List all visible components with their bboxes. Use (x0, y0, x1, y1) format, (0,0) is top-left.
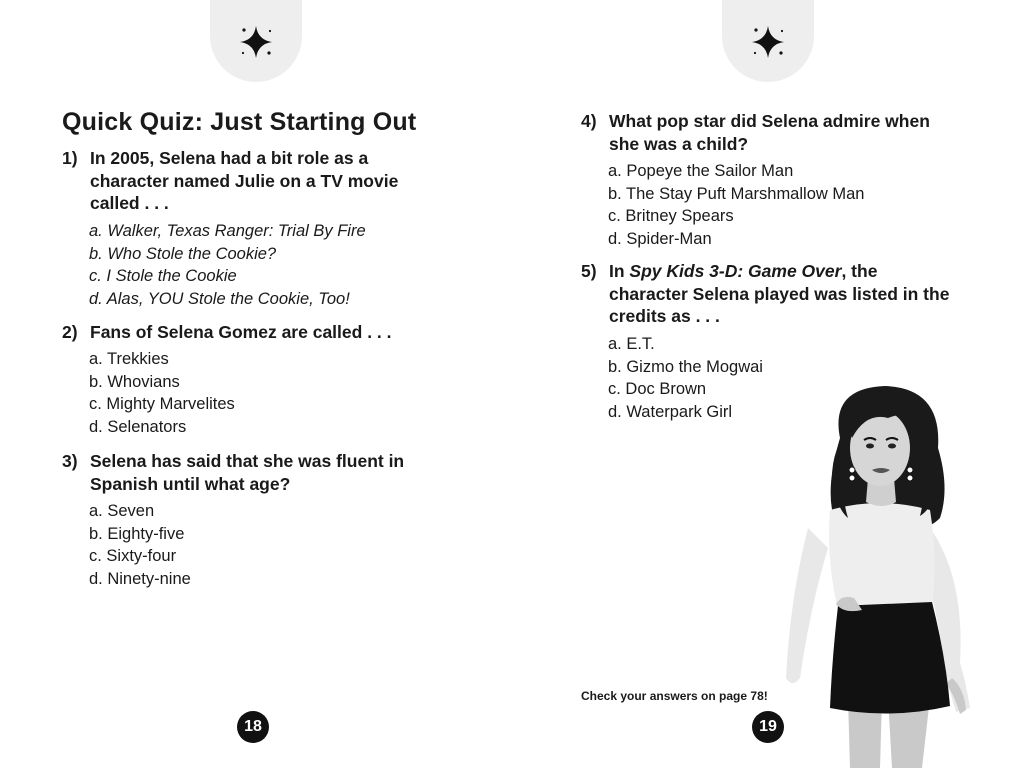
woman-illustration (770, 378, 1000, 768)
question-1-options (89, 220, 366, 311)
quiz-title: Quick Quiz: Just Starting Out (62, 108, 417, 136)
question-5-options (608, 333, 763, 424)
question-text: In 2005, Selena had a bit role as a character named Julie on a TV movie called . . . (90, 148, 399, 213)
option: d. Waterpark Girl (608, 403, 733, 422)
option: a. Trekkies (89, 350, 169, 368)
option: a. Walker, Texas Ranger: Trial By Fire (89, 222, 366, 240)
option: d. Selenators (89, 418, 187, 437)
question-3-options (89, 500, 191, 591)
option: b. Whovians (89, 372, 180, 391)
header-tab (210, 0, 302, 82)
option: c. Mighty Marvelites (89, 395, 235, 414)
page-number: 19 (752, 711, 784, 743)
option: a. Seven (89, 502, 155, 520)
question-text-end: , the character Selena played was listed in the credits as . . . (609, 261, 950, 326)
header-tab (722, 0, 814, 82)
option: b. Gizmo the Mogwai (608, 357, 763, 376)
option: c. Doc Brown (608, 380, 707, 399)
sparkle-icon (748, 22, 788, 62)
option: d. Alas, YOU Stole the Cookie, Too! (89, 290, 350, 309)
question-text: Fans of Selena Gomez are called . . . (90, 322, 392, 342)
question-number: 2) (62, 322, 78, 342)
sparkle-icon (236, 22, 276, 62)
question-number: 4) (581, 111, 597, 131)
question-text-start: In (609, 261, 630, 281)
question-2-options (89, 348, 235, 439)
option: b. Eighty-five (89, 524, 185, 543)
question-5 (581, 260, 961, 328)
question-text: Selena has said that she was fluent in Spanish until what age? (90, 451, 405, 494)
question-3 (62, 450, 412, 495)
question-1 (62, 147, 412, 215)
answers-note: Check your answers on page 78! (581, 689, 768, 703)
option: c. Britney Spears (608, 207, 734, 226)
option: b. Who Stole the Cookie? (89, 244, 277, 263)
option: c. I Stole the Cookie (89, 267, 237, 286)
question-number: 1) (62, 148, 78, 168)
movie-title: Spy Kids 3-D: Game Over (629, 261, 842, 281)
option: d. Ninety-nine (89, 570, 191, 589)
question-text: What pop star did Selena admire when she was a child? (609, 111, 930, 154)
option: a. Popeye the Sailor Man (608, 162, 794, 180)
question-4 (581, 110, 961, 155)
question-number: 5) (581, 261, 597, 281)
option: d. Spider-Man (608, 230, 712, 249)
question-2 (62, 321, 422, 344)
question-number: 3) (62, 451, 78, 471)
question-text (609, 260, 961, 328)
option: c. Sixty-four (89, 547, 177, 566)
page-number: 18 (237, 711, 269, 743)
option: a. E.T. (608, 335, 655, 353)
question-4-options (608, 160, 864, 251)
option: b. The Stay Puft Marshmallow Man (608, 184, 865, 203)
